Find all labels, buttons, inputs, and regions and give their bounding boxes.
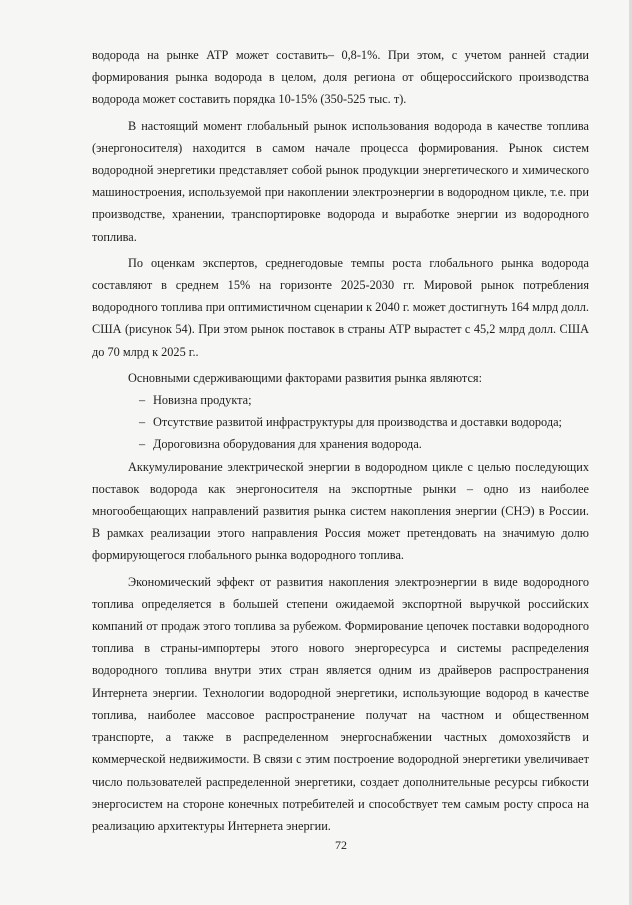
list-item [92, 389, 589, 411]
paragraph-3: По оценкам экспертов, среднегодовые темпы роста глобального рынка водорода составляют в среднем 15% на горизонте 2025-2030 гг. Мировой рынок потребления водородного топлива при оптимистичном сценарии к 2040 г. может достигнуть 164 млрд долл. США (рисунок 54). При этом рынок поставок в страны АТР вырастет с 45,2 млрд долл. США до 70 млрд к 2025 г.. [92, 255, 589, 359]
constraints-list [92, 389, 589, 456]
list-item [92, 411, 589, 433]
list-item-text: Отсутствие развитой инфраструктуры для производства и доставки водорода; [153, 415, 562, 430]
dash-bullet: – [139, 393, 146, 408]
paragraph-1: водорода на рынке АТР может составить– 0,8-1%. При этом, с учетом ранней стадии формирования рынка водорода в целом, доля региона от общероссийского производства водорода может составить порядка 10-15% (350-525 тыс. т). [92, 48, 589, 107]
paragraph-6: Экономический эффект от развития накопления электроэнергии в виде водородного топлива определяется в большей степени ожидаемой экспортной выручкой российских компаний от продаж этого топлива за рубежом. Формирование цепочек поставки водородного топлива в страны-импортеры этого нового энергоресурса и системы распределения водородного топлива внутри этих стран является одним из драйверов распространения Интернета энергии. Технологии водородной энергетики, использующие водород в качестве топлива, наиболее массовое распространение получат на частном и общественном транспорте, а также в распределенном энергоснабжении частных домохозяйств и коммерческой недвижимости. В связи с этим построение водородной энергетики увеличивает число пользователей распределенной энергетики, создает дополнительные ресурсы гибкости энергосистем на стороне конечных потребителей и способствует тем самым росту спроса на реализацию архитектуры Интернета энергии. [92, 574, 589, 833]
list-item [92, 433, 589, 455]
dash-bullet: – [139, 415, 146, 430]
page-number: 72 [335, 838, 347, 852]
list-item-text: Дороговизна оборудования для хранения водорода. [153, 437, 422, 452]
paragraph-4: Основными сдерживающими факторами развития рынка являются: [128, 370, 482, 385]
dash-bullet: – [139, 437, 146, 452]
paragraph-5: Аккумулирование электрической энергии в водородном цикле с целью последующих поставок водорода как энергоносителя на экспортные рынки – одно из наиболее многообещающих направлений развития рынка систем накопления энергии (СНЭ) в России. В рамках реализации этого направления Россия может претендовать на значимую долю формирующегося глобального рынка водородного топлива. [92, 459, 589, 563]
list-item-text: Новизна продукта; [153, 393, 252, 408]
paragraph-2: В настоящий момент глобальный рынок использования водорода в качестве топлива (энергоносителя) находится в самом начале процесса формирования. Рынок систем водородной энергетики представляет собой рынок продукции энергетического и химического машиностроения, используемой при накоплении электроэнергии в водородном цикле, т.е. при производстве, хранении, транспортировке водорода и выработке энергии из водородного топлива. [92, 118, 589, 244]
